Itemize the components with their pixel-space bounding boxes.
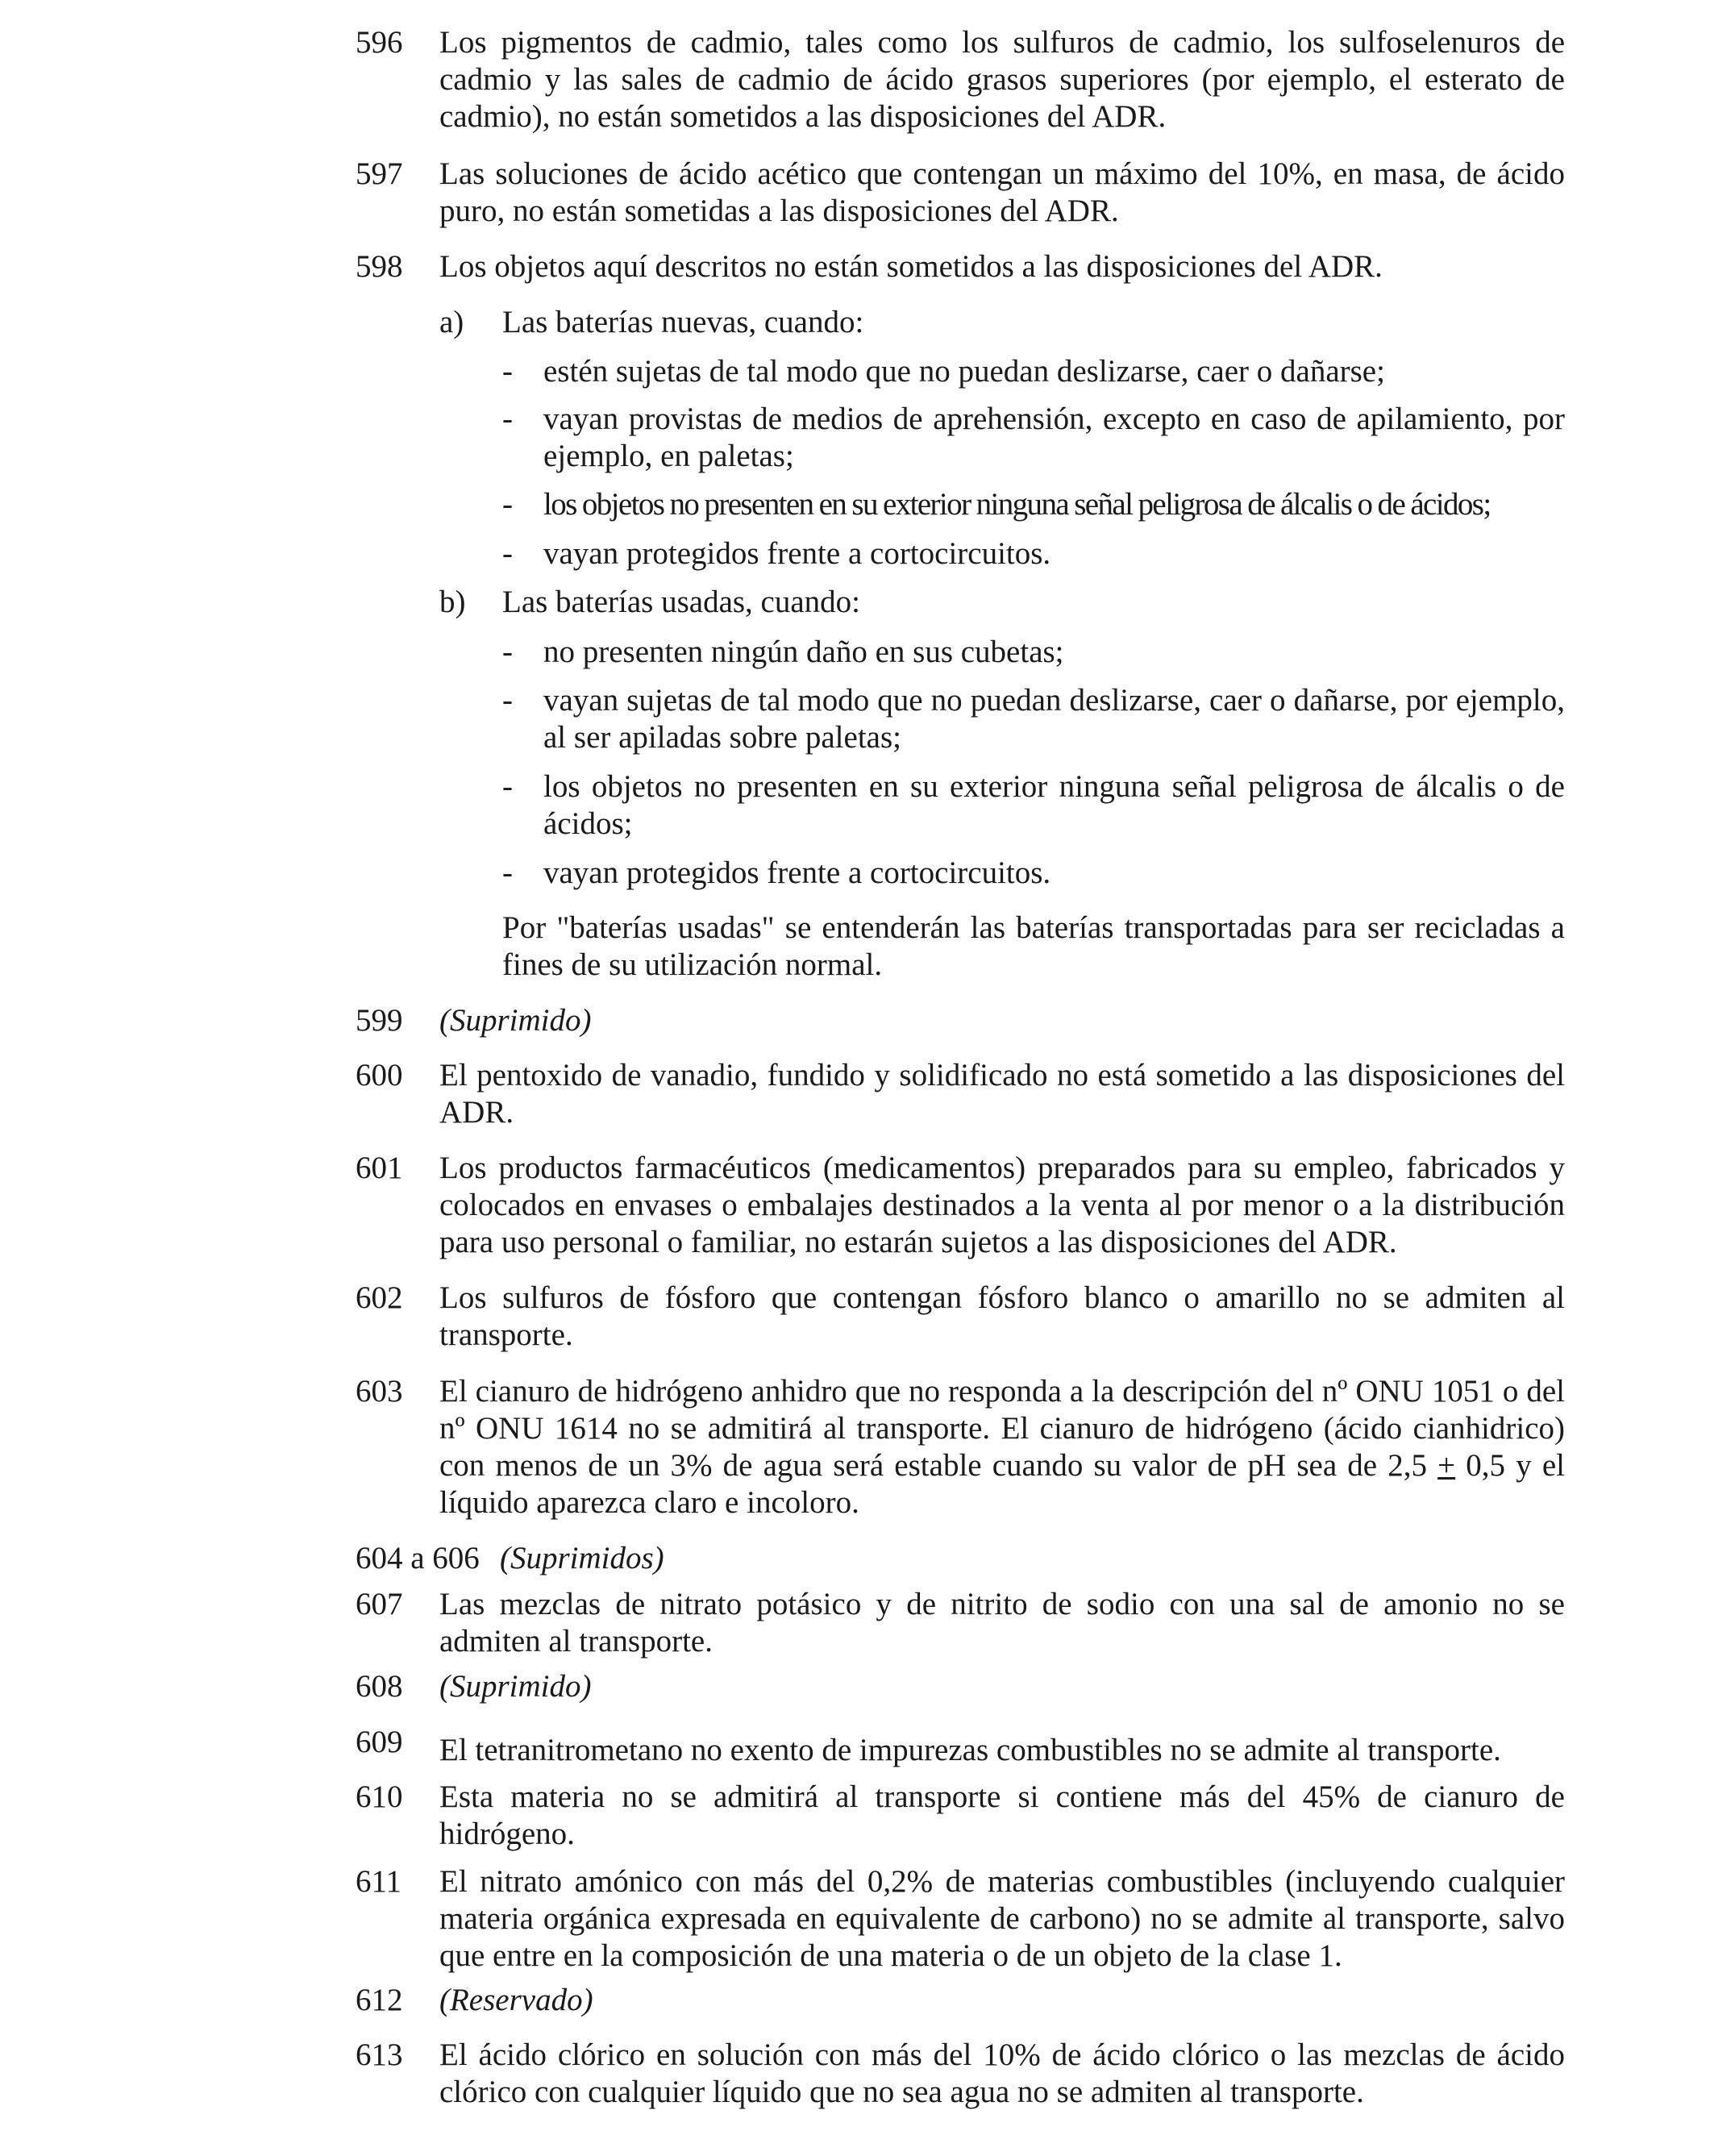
provision-text: El ácido clórico en solución con más del 10% de ácido clórico o las mezclas de ácido clórico con cualquier líquido que no sea agua no se admiten al transporte. (439, 2037, 1565, 2109)
provision-number: 611 (356, 1864, 402, 1899)
bullet-text: los objetos no presenten en su exterior ninguna señal peligrosa de álcalis o de ácidos; (543, 769, 1565, 841)
provision-number: 610 (356, 1779, 403, 1814)
provision-number: 609 (356, 1725, 403, 1759)
bullet-text: vayan sujetas de tal modo que no puedan deslizarse, caer o dañarse, por ejemplo, al ser apiladas sobre paletas; (543, 683, 1565, 755)
dash-marker: - (502, 402, 513, 436)
provision-text: (Suprimido) (439, 1003, 592, 1038)
provision-number: 613 (356, 2037, 403, 2072)
provision-text: Las soluciones de ácido acético que contengan un máximo del 10%, en masa, de ácido puro, no están sometidas a las disposiciones del ADR. (439, 156, 1565, 228)
provision-number: 603 (356, 1374, 403, 1409)
dash-marker: - (502, 487, 513, 522)
provision-text: El tetranitrometano no exento de impurezas combustibles no se admite al transporte. (439, 1733, 1501, 1767)
provision-number: 604 a 606 (356, 1541, 480, 1575)
provision-number: 598 (356, 249, 403, 284)
dash-marker: - (502, 536, 513, 571)
provision-number: 601 (356, 1151, 403, 1185)
provision-text: Las mezclas de nitrato potásico y de nitrito de sodio con una sal de amonio no se admiten al transporte. (439, 1587, 1565, 1659)
bullet-text: vayan protegidos frente a cortocircuitos. (543, 536, 1051, 571)
provision-text: El nitrato amónico con más del 0,2% de materias combustibles (incluyendo cualquier materia orgánica expresada en equivalente de carbono) no se admite al transporte, salvo que entre en la composición de una materia o de un objeto de la clase 1. (439, 1864, 1565, 1973)
provision-number: 602 (356, 1280, 403, 1315)
dash-marker: - (502, 769, 513, 804)
dash-marker: - (502, 683, 513, 718)
bullet-text: no presenten ningún daño en sus cubetas; (543, 635, 1064, 669)
provision-number: 607 (356, 1587, 403, 1621)
subitem-letter: a) (439, 305, 464, 339)
provision-text: Los sulfuros de fósforo que contengan fósforo blanco o amarillo no se admiten al transporte. (439, 1280, 1565, 1352)
provision-text-part: 0,5 y el líquido aparezca claro e incoloro. (439, 1448, 1565, 1520)
provision-number: 599 (356, 1003, 403, 1038)
dash-marker: - (502, 855, 513, 890)
bullet-text: los objetos no presenten en su exterior ninguna señal peligrosa de álcalis o de ácidos; (543, 487, 1491, 522)
provision-number: 612 (356, 1983, 403, 2017)
dash-marker: - (502, 635, 513, 669)
provision-text: El pentoxido de vanadio, fundido y solidificado no está sometido a las disposiciones del ADR. (439, 1058, 1565, 1130)
provision-text-part: El cianuro de hidrógeno anhidro que no responda a la descripción del nº ONU 1051 o del nº ONU 1614 no se admitirá al transporte. El cianuro de hidrógeno (ácido cianhidrico) con menos de un 3% de agua será estable cuando su valor de pH sea de 2,5 (439, 1374, 1565, 1483)
subitem-letter: b) (439, 585, 466, 619)
bullet-text: vayan provistas de medios de aprehensión, excepto en caso de apilamiento, por ejemplo, en paletas; (543, 402, 1565, 473)
provision-number: 596 (356, 25, 403, 60)
plus-minus-sign: + (1437, 1448, 1456, 1483)
provision-text: (Suprimidos) (500, 1541, 664, 1575)
provision-number: 600 (356, 1058, 403, 1093)
bullet-text: vayan protegidos frente a cortocircuitos. (543, 855, 1051, 890)
dash-marker: - (502, 354, 513, 389)
provision-text: Los productos farmacéuticos (medicamentos) preparados para su empleo, fabricados y colocados en envases o embalajes destinados a la venta al por menor o a la distribución para uso personal o familiar, no estarán sujetos a las disposiciones del ADR. (439, 1151, 1565, 1259)
provision-text: Los objetos aquí descritos no están sometidos a las disposiciones del ADR. (439, 249, 1383, 284)
provision-number: 597 (356, 156, 403, 191)
bullet-text: estén sujetas de tal modo que no puedan deslizarse, caer o dañarse; (543, 354, 1385, 389)
provision-text (439, 1373, 1565, 1521)
provision-number: 608 (356, 1669, 403, 1704)
subitem-text: Las baterías usadas, cuando: (502, 585, 861, 619)
provision-text: (Reservado) (439, 1983, 593, 2017)
provision-text: Esta materia no se admitirá al transporte si contiene más del 45% de cianuro de hidrógeno. (439, 1779, 1565, 1851)
subitem-text: Las baterías nuevas, cuando: (502, 305, 864, 339)
provision-text: (Suprimido) (439, 1669, 592, 1704)
provision-text: Los pigmentos de cadmio, tales como los sulfuros de cadmio, los sulfoselenuros de cadmio y las sales de cadmio de ácido grasos superiores (por ejemplo, el esterato de cadmio), no están sometidos a las disposiciones del ADR. (439, 25, 1565, 134)
note-text: Por "baterías usadas" se entenderán las baterías transportadas para ser recicladas a fines de su utilización normal. (502, 910, 1565, 982)
